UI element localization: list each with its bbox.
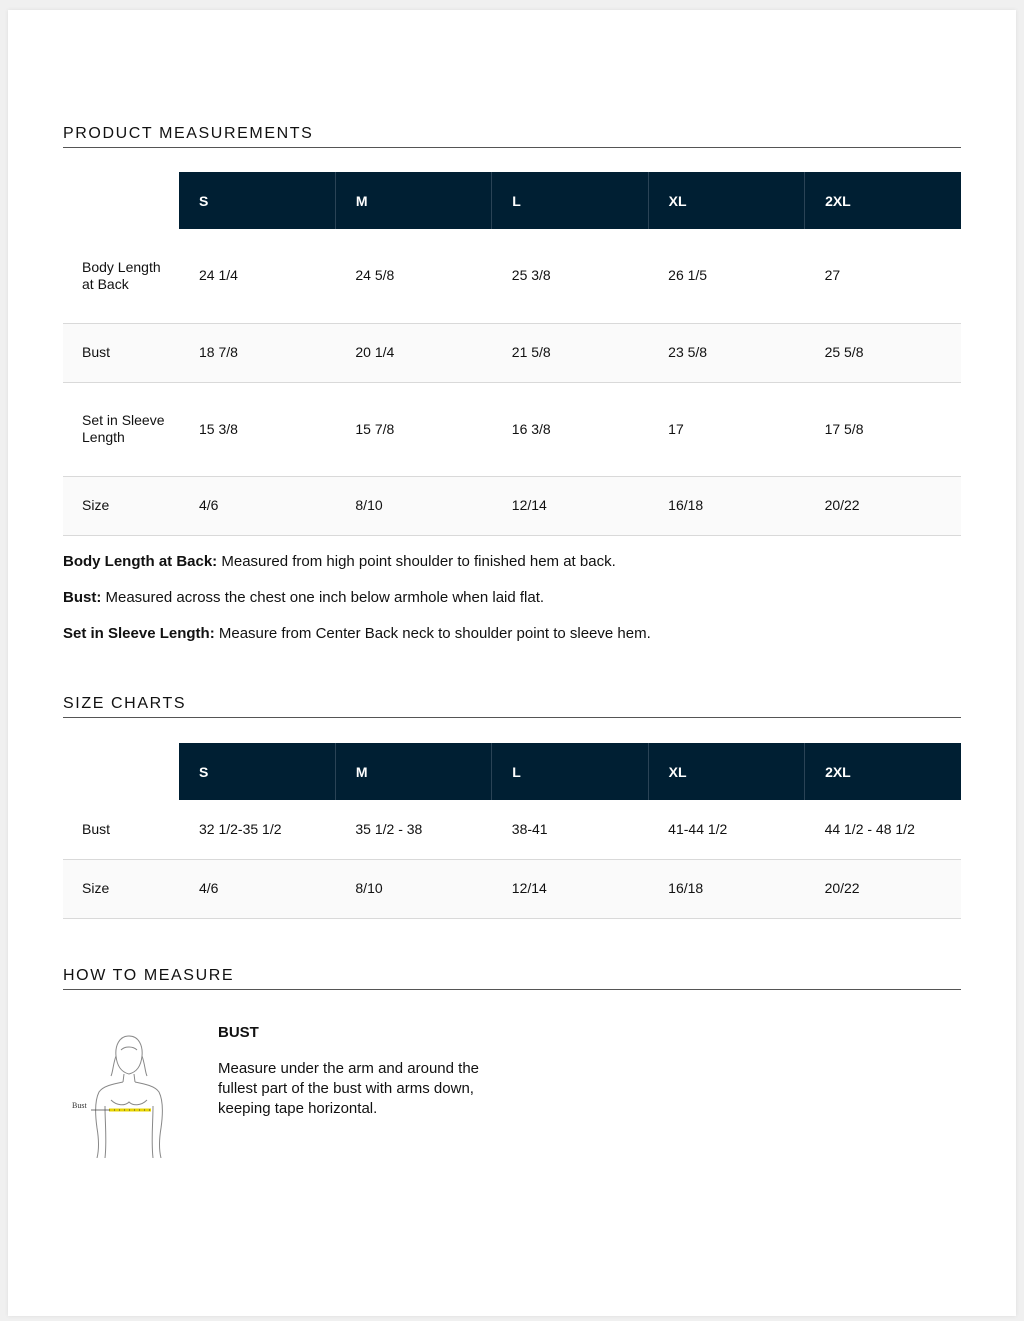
note-term: Body Length at Back: [63, 553, 218, 570]
section-title-product-measurements: PRODUCT MEASUREMENTS [63, 125, 961, 148]
header-size-xl: XL [648, 743, 804, 800]
header-size-s: S [179, 172, 335, 229]
figure-label: Bust [72, 1101, 87, 1110]
table-cell: 25 3/8 [492, 229, 648, 323]
product-measurements-table [63, 172, 961, 536]
header-size-l: L [492, 743, 648, 800]
measurement-notes [63, 552, 961, 660]
table-cell: 21 5/8 [492, 323, 648, 382]
table-cell: 26 1/5 [648, 229, 804, 323]
row-label-size: Size [63, 476, 179, 535]
row-label-body-length: Body Length at Back [63, 229, 179, 323]
table-cell: 25 5/8 [805, 323, 961, 382]
table-cell: 35 1/2 - 38 [335, 800, 491, 859]
header-size-xl: XL [648, 172, 804, 229]
header-blank [63, 743, 179, 800]
bust-figure-svg [71, 1028, 196, 1158]
table-cell: 8/10 [335, 859, 491, 918]
note-text: Measured from high point shoulder to finished hem at back. [217, 553, 616, 570]
header-size-2xl: 2XL [805, 743, 961, 800]
table-row [63, 800, 961, 859]
note-text: Measure from Center Back neck to shoulder point to sleeve hem. [214, 625, 651, 642]
table-cell: 15 3/8 [179, 382, 335, 476]
table-cell: 32 1/2-35 1/2 [179, 800, 335, 859]
header-size-m: M [335, 743, 491, 800]
table-cell: 24 1/4 [179, 229, 335, 323]
size-chart-table [63, 743, 961, 919]
table-cell: 41-44 1/2 [648, 800, 804, 859]
table-cell: 16/18 [648, 859, 804, 918]
row-label-bust: Bust [63, 800, 179, 859]
table-row [63, 229, 961, 323]
table-cell: 44 1/2 - 48 1/2 [805, 800, 961, 859]
table-cell: 8/10 [335, 476, 491, 535]
table-cell: 18 7/8 [179, 323, 335, 382]
table-cell: 15 7/8 [335, 382, 491, 476]
note-term: Set in Sleeve Length: [63, 625, 215, 642]
table-header-row [63, 743, 961, 800]
header-size-l: L [492, 172, 648, 229]
table-row [63, 323, 961, 382]
table-cell: 4/6 [179, 476, 335, 535]
note-bust [63, 588, 961, 607]
table-cell: 16/18 [648, 476, 804, 535]
table-cell: 17 5/8 [805, 382, 961, 476]
header-size-2xl: 2XL [805, 172, 961, 229]
table-cell: 17 [648, 382, 804, 476]
bust-measure-figure-icon [71, 1028, 196, 1158]
table-row [63, 859, 961, 918]
note-sleeve-length [63, 624, 961, 643]
table-cell: 16 3/8 [492, 382, 648, 476]
note-term: Bust: [63, 589, 102, 606]
table-cell: 23 5/8 [648, 323, 804, 382]
section-title-how-to-measure: HOW TO MEASURE [63, 967, 961, 990]
row-label-sleeve-length: Set in Sleeve Length [63, 382, 179, 476]
table-cell: 20 1/4 [335, 323, 491, 382]
how-to-measure-text [218, 1024, 518, 1119]
section-title-size-charts: SIZE CHARTS [63, 695, 961, 718]
page [8, 10, 1016, 1316]
table-cell: 20/22 [805, 859, 961, 918]
table-cell: 24 5/8 [335, 229, 491, 323]
note-body-length [63, 552, 961, 571]
table-cell: 12/14 [492, 476, 648, 535]
header-blank [63, 172, 179, 229]
note-text: Measured across the chest one inch below armhole when laid flat. [101, 589, 545, 606]
table-row [63, 382, 961, 476]
table-header-row [63, 172, 961, 229]
table-row [63, 476, 961, 535]
header-size-m: M [335, 172, 491, 229]
table-cell: 20/22 [805, 476, 961, 535]
measure-description: Measure under the arm and around the fullest part of the bust with arms down, keeping tape horizontal. [218, 1060, 479, 1117]
row-label-bust: Bust [63, 323, 179, 382]
row-label-size: Size [63, 859, 179, 918]
measure-title: BUST [218, 1024, 259, 1041]
table-cell: 4/6 [179, 859, 335, 918]
table-cell: 27 [805, 229, 961, 323]
table-cell: 12/14 [492, 859, 648, 918]
table-cell: 38-41 [492, 800, 648, 859]
header-size-s: S [179, 743, 335, 800]
